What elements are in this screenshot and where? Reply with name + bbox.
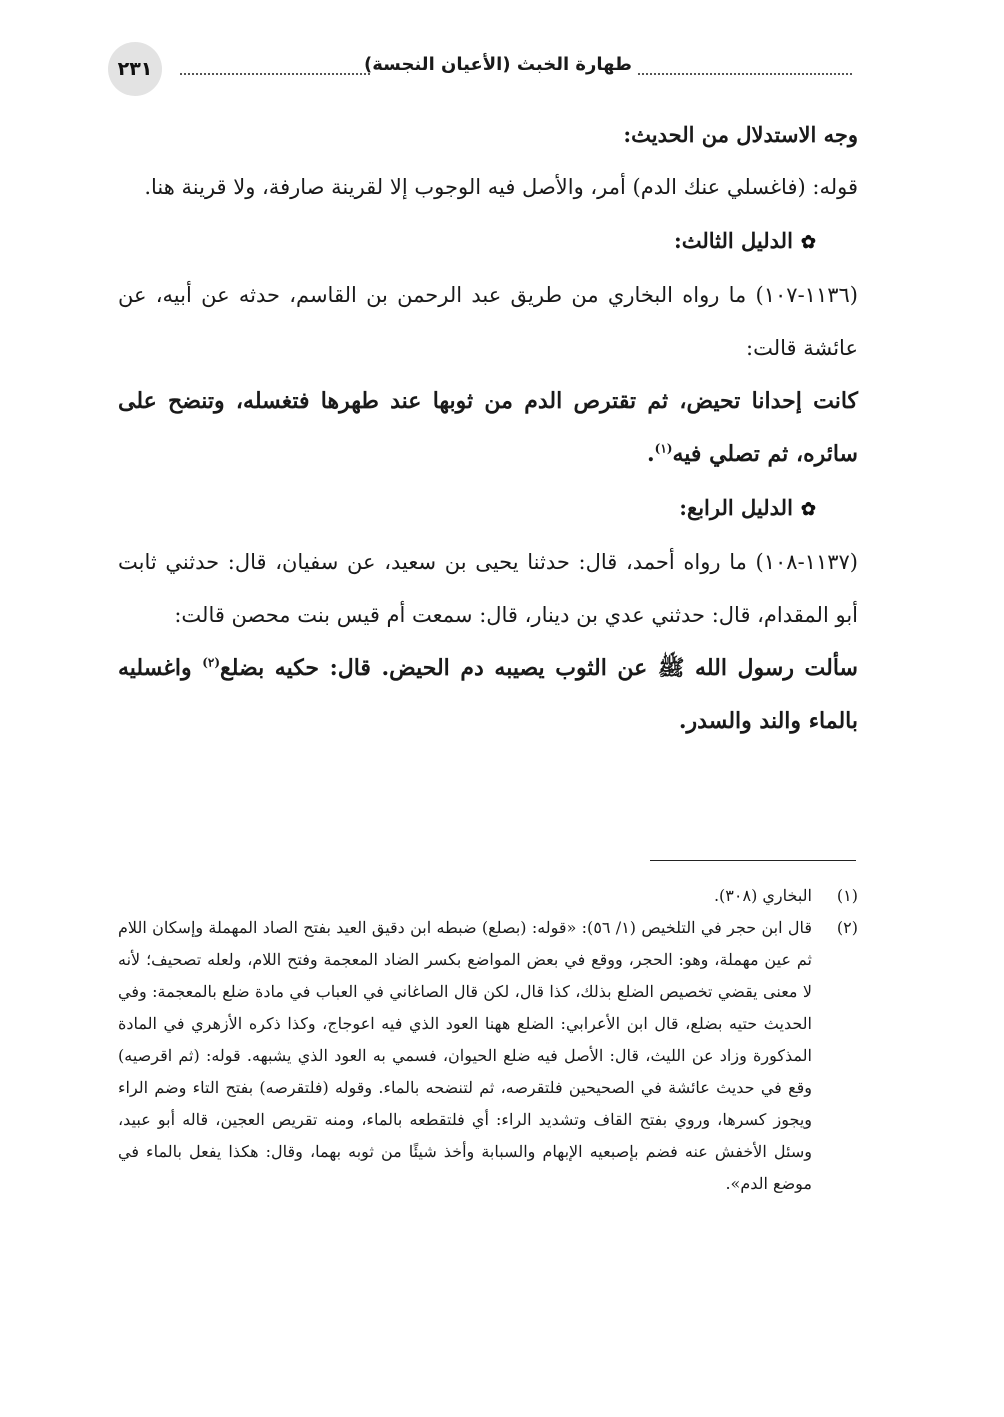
hadith-body: سألت رسول الله ﷺ عن الثوب يصيبه دم الحيض. قال: حكيه بضلع <box>220 655 858 681</box>
hadith-text <box>118 375 858 481</box>
hadith-text <box>118 642 858 748</box>
paragraph: (١١٣٦-١٠٧) ما رواه البخاري من طريق عبد الرحمن بن القاسم، حدثه عن أبيه، عن عائشة قالت: <box>118 283 858 360</box>
page-number: ٢٣١ <box>108 42 162 96</box>
header-dotted-rule-right <box>638 73 852 75</box>
ornament-icon: ✿ <box>800 232 816 253</box>
footnote-text: قال ابن حجر في التلخيص (١/ ٥٦): «قوله: (بصلع) ضبطه ابن دقيق العيد بفتح الصاد المهملة وإسكان اللام ثم عين مهملة، وهو: الحجر، ووقع في بعض المواضع بكسر الضاد المعجمة وفتح اللام، ولعله تصحيف؛ لأنه لا معنى يقضي تخصيص الضلع بذلك، كذا قال، لكن قال الصاغاني في العباب في مادة ضلع بالمعجمة: وفي الحديث حتيه بضلع، قال ابن الأعرابي: الضلع ههنا العود الذي فيه اعوجاج، وكذا ذكره الأزهري في المادة المذكورة وزاد عن الليث، قال: الأصل فيه ضلع الحيوان، فسمي به العود الذي يشبهه. قوله: (ثم اقرصيه) وقع في حديث عائشة في الصحيحين فلتقرصه، ثم لتنضحه بالماء. وقوله (فلتقرصه) بفتح التاء وضم الراء ويجوز كسرها، وروي بفتح القاف وتشديد الراء: أي فلتقطعه بالماء، ومنه تقريص العجين، قاله أبو عبيد، وسئل الأخفش عنه فضم بإصبعيه الإبهام والسبابة وأخذ شيئًا من ثوبه بهما، وقال: هكذا يفعل بالماء في موضع الدم». <box>118 918 813 1193</box>
evidence-heading-fourth <box>118 481 858 536</box>
footnote-text: البخاري (٣٠٨). <box>713 886 812 905</box>
evidence-heading-label: الدليل الرابع: <box>679 495 793 520</box>
header-dotted-rule-left <box>180 73 370 75</box>
evidence-heading-third <box>118 214 858 269</box>
hadith-body: واغسليه بالماء والند والسدر. <box>118 655 858 734</box>
footnote-divider <box>650 860 856 861</box>
footnotes <box>118 880 858 1200</box>
footnote <box>118 912 858 1200</box>
paragraph: قوله: (فاغسلي عنك الدم) أمر، والأصل فيه الوجوب إلا لقرينة صارفة، ولا قرينة هنا. <box>144 175 858 199</box>
paragraph: (١١٣٧-١٠٨) ما رواه أحمد، قال: حدثنا يحيى بن سعيد، عن سفيان، قال: حدثني ثابت أبو المقدام، قال: حدثني عدي بن دينار، قال: سمعت أم قيس بنت محصن قالت: <box>118 550 858 627</box>
main-text <box>118 108 858 748</box>
footnote-number: (١) <box>836 886 858 905</box>
hadith-end: . <box>646 441 655 467</box>
hadith-body: كانت إحدانا تحيض، ثم تقترص الدم من ثوبها عند طهرها فتغسله، وتنضح على سائره، ثم تصلي فيه <box>118 388 858 467</box>
ornament-icon: ✿ <box>800 499 816 520</box>
evidence-heading-label: الدليل الثالث: <box>673 228 793 253</box>
running-title: طهارة الخبث (الأعيان النجسة) <box>360 54 636 75</box>
footnote-ref[interactable]: (١) <box>654 441 673 456</box>
footnote <box>118 880 858 912</box>
footnote-number: (٢) <box>836 918 858 937</box>
footnote-ref[interactable]: (٢) <box>202 655 221 670</box>
page-header <box>108 42 852 98</box>
section-heading: وجه الاستدلال من الحديث: <box>623 122 858 147</box>
